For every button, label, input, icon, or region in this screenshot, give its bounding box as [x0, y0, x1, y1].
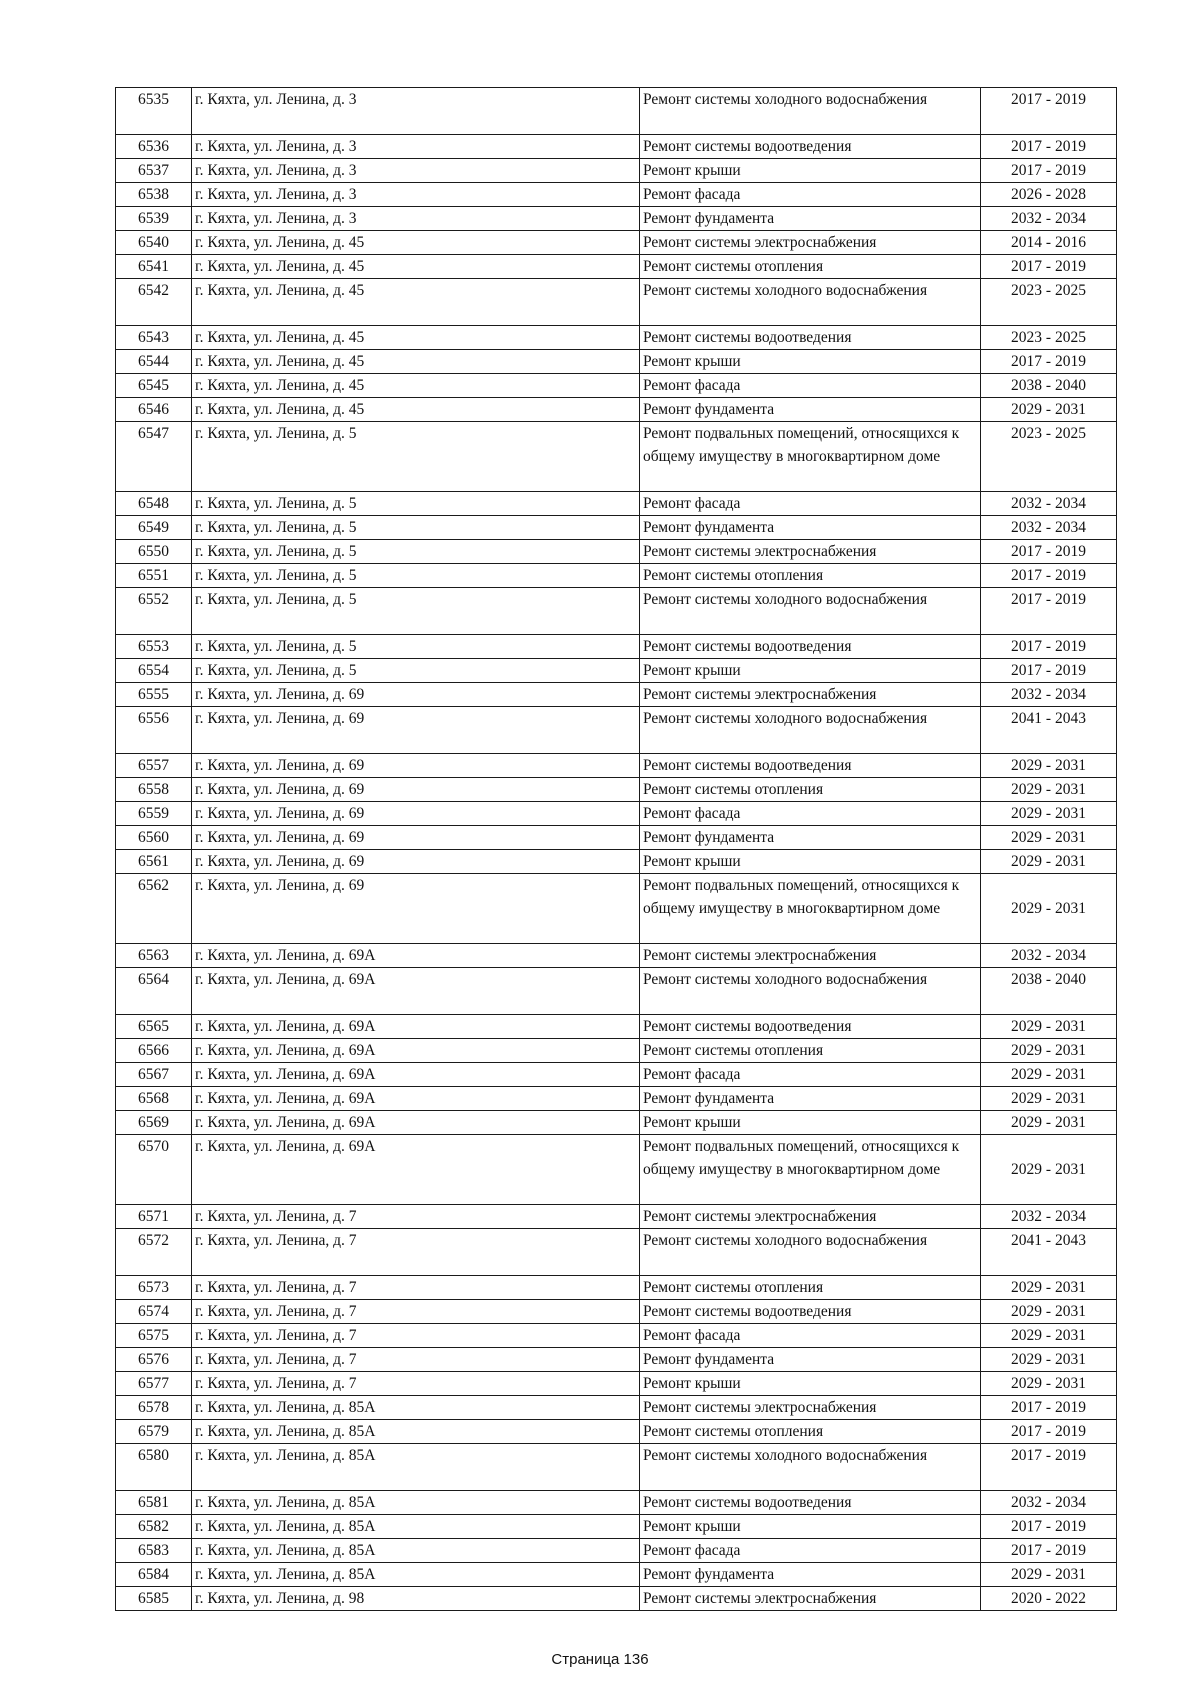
work-type-cell: Ремонт фасада — [640, 1063, 981, 1087]
period-cell: 2029 - 2031 — [981, 850, 1117, 874]
row-number: 6555 — [116, 683, 192, 707]
table-row — [116, 564, 1117, 588]
table-row — [116, 1015, 1117, 1039]
table-row — [116, 492, 1117, 516]
period-cell: 2029 - 2031 — [981, 1276, 1117, 1300]
address-cell: г. Кяхта, ул. Ленина, д. 5 — [192, 422, 640, 492]
work-type-cell: Ремонт крыши — [640, 1372, 981, 1396]
period-cell: 2017 - 2019 — [981, 564, 1117, 588]
period-cell: 2017 - 2019 — [981, 588, 1117, 635]
table-row — [116, 635, 1117, 659]
address-cell: г. Кяхта, ул. Ленина, д. 69А — [192, 1087, 640, 1111]
work-type-cell: Ремонт фасада — [640, 1324, 981, 1348]
work-type-cell: Ремонт системы водоотведения — [640, 754, 981, 778]
work-type-cell: Ремонт системы водоотведения — [640, 326, 981, 350]
address-cell: г. Кяхта, ул. Ленина, д. 85А — [192, 1491, 640, 1515]
row-number: 6584 — [116, 1563, 192, 1587]
table-row — [116, 398, 1117, 422]
address-cell: г. Кяхта, ул. Ленина, д. 7 — [192, 1276, 640, 1300]
page-number: Страница 136 — [551, 1651, 649, 1668]
table-row — [116, 1135, 1117, 1205]
work-type-cell: Ремонт системы электроснабжения — [640, 231, 981, 255]
work-type-cell: Ремонт системы водоотведения — [640, 635, 981, 659]
table-row — [116, 802, 1117, 826]
address-cell: г. Кяхта, ул. Ленина, д. 5 — [192, 564, 640, 588]
work-type-cell: Ремонт системы электроснабжения — [640, 1587, 981, 1611]
period-cell: 2029 - 2031 — [981, 398, 1117, 422]
work-type-cell: Ремонт системы холодного водоснабжения — [640, 279, 981, 326]
work-type-cell: Ремонт крыши — [640, 159, 981, 183]
address-cell: г. Кяхта, ул. Ленина, д. 45 — [192, 326, 640, 350]
address-cell: г. Кяхта, ул. Ленина, д. 69 — [192, 754, 640, 778]
period-cell: 2029 - 2031 — [981, 802, 1117, 826]
table-row — [116, 1539, 1117, 1563]
work-type-cell: Ремонт фундамента — [640, 1348, 981, 1372]
work-type-cell: Ремонт фундамента — [640, 207, 981, 231]
row-number: 6578 — [116, 1396, 192, 1420]
row-number: 6540 — [116, 231, 192, 255]
period-cell: 2029 - 2031 — [981, 1063, 1117, 1087]
period-cell: 2041 - 2043 — [981, 707, 1117, 754]
work-type-cell: Ремонт системы холодного водоснабжения — [640, 1229, 981, 1276]
address-cell: г. Кяхта, ул. Ленина, д. 5 — [192, 540, 640, 564]
row-number: 6577 — [116, 1372, 192, 1396]
address-cell: г. Кяхта, ул. Ленина, д. 98 — [192, 1587, 640, 1611]
address-cell: г. Кяхта, ул. Ленина, д. 45 — [192, 374, 640, 398]
row-number: 6557 — [116, 754, 192, 778]
row-number: 6571 — [116, 1205, 192, 1229]
period-cell: 2029 - 2031 — [981, 1300, 1117, 1324]
table-row — [116, 1276, 1117, 1300]
period-cell: 2032 - 2034 — [981, 683, 1117, 707]
work-type-cell: Ремонт системы электроснабжения — [640, 1205, 981, 1229]
row-number: 6551 — [116, 564, 192, 588]
table-row — [116, 754, 1117, 778]
address-cell: г. Кяхта, ул. Ленина, д. 85А — [192, 1515, 640, 1539]
table-row — [116, 778, 1117, 802]
address-cell: г. Кяхта, ул. Ленина, д. 7 — [192, 1229, 640, 1276]
period-cell: 2029 - 2031 — [981, 1135, 1117, 1205]
table-row — [116, 944, 1117, 968]
period-cell: 2029 - 2031 — [981, 1348, 1117, 1372]
row-number: 6553 — [116, 635, 192, 659]
row-number: 6573 — [116, 1276, 192, 1300]
table-body — [116, 88, 1117, 1611]
address-cell: г. Кяхта, ул. Ленина, д. 69А — [192, 1039, 640, 1063]
period-cell: 2017 - 2019 — [981, 1420, 1117, 1444]
row-number: 6539 — [116, 207, 192, 231]
table-row — [116, 1063, 1117, 1087]
row-number: 6561 — [116, 850, 192, 874]
address-cell: г. Кяхта, ул. Ленина, д. 7 — [192, 1300, 640, 1324]
address-cell: г. Кяхта, ул. Ленина, д. 69А — [192, 1015, 640, 1039]
period-cell: 2017 - 2019 — [981, 540, 1117, 564]
work-type-cell: Ремонт фундамента — [640, 516, 981, 540]
row-number: 6552 — [116, 588, 192, 635]
table-row — [116, 1396, 1117, 1420]
period-cell: 2029 - 2031 — [981, 754, 1117, 778]
row-number: 6541 — [116, 255, 192, 279]
work-type-cell: Ремонт системы отопления — [640, 1276, 981, 1300]
work-type-cell: Ремонт фундамента — [640, 826, 981, 850]
row-number: 6543 — [116, 326, 192, 350]
table-row — [116, 1111, 1117, 1135]
row-number: 6570 — [116, 1135, 192, 1205]
row-number: 6545 — [116, 374, 192, 398]
table-row — [116, 1348, 1117, 1372]
work-type-cell: Ремонт фундамента — [640, 398, 981, 422]
address-cell: г. Кяхта, ул. Ленина, д. 85А — [192, 1396, 640, 1420]
address-cell: г. Кяхта, ул. Ленина, д. 69 — [192, 850, 640, 874]
work-type-cell: Ремонт системы отопления — [640, 1039, 981, 1063]
period-cell: 2023 - 2025 — [981, 279, 1117, 326]
table-row — [116, 659, 1117, 683]
row-number: 6537 — [116, 159, 192, 183]
address-cell: г. Кяхта, ул. Ленина, д. 7 — [192, 1205, 640, 1229]
work-type-cell: Ремонт крыши — [640, 850, 981, 874]
period-cell: 2017 - 2019 — [981, 1444, 1117, 1491]
table-row — [116, 1205, 1117, 1229]
period-cell: 2029 - 2031 — [981, 1324, 1117, 1348]
work-type-cell: Ремонт системы отопления — [640, 1420, 981, 1444]
table-row — [116, 1324, 1117, 1348]
work-type-cell: Ремонт системы холодного водоснабжения — [640, 588, 981, 635]
row-number: 6536 — [116, 135, 192, 159]
work-type-cell: Ремонт системы электроснабжения — [640, 540, 981, 564]
period-cell: 2032 - 2034 — [981, 516, 1117, 540]
table-row — [116, 350, 1117, 374]
table-row — [116, 707, 1117, 754]
table-row — [116, 516, 1117, 540]
period-cell: 2029 - 2031 — [981, 826, 1117, 850]
work-type-cell: Ремонт системы электроснабжения — [640, 944, 981, 968]
row-number: 6542 — [116, 279, 192, 326]
table-row — [116, 826, 1117, 850]
row-number: 6572 — [116, 1229, 192, 1276]
table-row — [116, 159, 1117, 183]
table-row — [116, 1372, 1117, 1396]
address-cell: г. Кяхта, ул. Ленина, д. 7 — [192, 1324, 640, 1348]
row-number: 6565 — [116, 1015, 192, 1039]
row-number: 6574 — [116, 1300, 192, 1324]
address-cell: г. Кяхта, ул. Ленина, д. 3 — [192, 183, 640, 207]
row-number: 6564 — [116, 968, 192, 1015]
work-type-cell: Ремонт фасада — [640, 1539, 981, 1563]
period-cell: 2029 - 2031 — [981, 1039, 1117, 1063]
work-type-cell: Ремонт системы холодного водоснабжения — [640, 1444, 981, 1491]
row-number: 6549 — [116, 516, 192, 540]
period-cell: 2017 - 2019 — [981, 1515, 1117, 1539]
work-type-cell: Ремонт системы холодного водоснабжения — [640, 968, 981, 1015]
address-cell: г. Кяхта, ул. Ленина, д. 3 — [192, 207, 640, 231]
row-number: 6546 — [116, 398, 192, 422]
work-type-cell: Ремонт подвальных помещений, относящихся к общему имуществу в многоквартирном доме — [640, 1135, 981, 1205]
row-number: 6547 — [116, 422, 192, 492]
table-row — [116, 207, 1117, 231]
table-row — [116, 1039, 1117, 1063]
period-cell: 2029 - 2031 — [981, 1087, 1117, 1111]
period-cell: 2029 - 2031 — [981, 1015, 1117, 1039]
work-type-cell: Ремонт крыши — [640, 1111, 981, 1135]
address-cell: г. Кяхта, ул. Ленина, д. 45 — [192, 279, 640, 326]
row-number: 6563 — [116, 944, 192, 968]
period-cell: 2023 - 2025 — [981, 422, 1117, 492]
row-number: 6548 — [116, 492, 192, 516]
address-cell: г. Кяхта, ул. Ленина, д. 45 — [192, 350, 640, 374]
row-number: 6581 — [116, 1491, 192, 1515]
row-number: 6585 — [116, 1587, 192, 1611]
address-cell: г. Кяхта, ул. Ленина, д. 69А — [192, 1111, 640, 1135]
period-cell: 2029 - 2031 — [981, 1111, 1117, 1135]
period-cell: 2017 - 2019 — [981, 255, 1117, 279]
address-cell: г. Кяхта, ул. Ленина, д. 45 — [192, 255, 640, 279]
period-cell: 2017 - 2019 — [981, 159, 1117, 183]
period-cell: 2029 - 2031 — [981, 778, 1117, 802]
work-type-cell: Ремонт фасада — [640, 802, 981, 826]
address-cell: г. Кяхта, ул. Ленина, д. 5 — [192, 659, 640, 683]
work-type-cell: Ремонт системы водоотведения — [640, 1015, 981, 1039]
row-number: 6554 — [116, 659, 192, 683]
table-row — [116, 874, 1117, 944]
work-type-cell: Ремонт системы холодного водоснабжения — [640, 88, 981, 135]
period-cell: 2032 - 2034 — [981, 1491, 1117, 1515]
table-row — [116, 1587, 1117, 1611]
work-type-cell: Ремонт системы отопления — [640, 564, 981, 588]
work-type-cell: Ремонт крыши — [640, 659, 981, 683]
period-cell: 2041 - 2043 — [981, 1229, 1117, 1276]
period-cell: 2032 - 2034 — [981, 492, 1117, 516]
address-cell: г. Кяхта, ул. Ленина, д. 5 — [192, 588, 640, 635]
address-cell: г. Кяхта, ул. Ленина, д. 3 — [192, 135, 640, 159]
period-cell: 2017 - 2019 — [981, 135, 1117, 159]
address-cell: г. Кяхта, ул. Ленина, д. 69 — [192, 778, 640, 802]
table-row — [116, 88, 1117, 135]
row-number: 6583 — [116, 1539, 192, 1563]
work-type-cell: Ремонт системы холодного водоснабжения — [640, 707, 981, 754]
work-type-cell: Ремонт фасада — [640, 492, 981, 516]
period-cell: 2017 - 2019 — [981, 1396, 1117, 1420]
period-cell: 2038 - 2040 — [981, 968, 1117, 1015]
work-type-cell: Ремонт фундамента — [640, 1563, 981, 1587]
period-cell: 2017 - 2019 — [981, 1539, 1117, 1563]
work-type-cell: Ремонт системы водоотведения — [640, 1300, 981, 1324]
address-cell: г. Кяхта, ул. Ленина, д. 45 — [192, 231, 640, 255]
address-cell: г. Кяхта, ул. Ленина, д. 7 — [192, 1372, 640, 1396]
period-cell: 2029 - 2031 — [981, 1372, 1117, 1396]
period-cell: 2029 - 2031 — [981, 1563, 1117, 1587]
work-type-cell: Ремонт подвальных помещений, относящихся к общему имуществу в многоквартирном доме — [640, 874, 981, 944]
address-cell: г. Кяхта, ул. Ленина, д. 85А — [192, 1444, 640, 1491]
period-cell: 2032 - 2034 — [981, 1205, 1117, 1229]
row-number: 6580 — [116, 1444, 192, 1491]
table-row — [116, 231, 1117, 255]
address-cell: г. Кяхта, ул. Ленина, д. 45 — [192, 398, 640, 422]
table-row — [116, 968, 1117, 1015]
period-cell: 2032 - 2034 — [981, 944, 1117, 968]
address-cell: г. Кяхта, ул. Ленина, д. 69 — [192, 826, 640, 850]
table-row — [116, 279, 1117, 326]
address-cell: г. Кяхта, ул. Ленина, д. 7 — [192, 1348, 640, 1372]
work-type-cell: Ремонт системы отопления — [640, 778, 981, 802]
table-row — [116, 326, 1117, 350]
repair-schedule-table — [115, 87, 1117, 1611]
work-type-cell: Ремонт крыши — [640, 350, 981, 374]
address-cell: г. Кяхта, ул. Ленина, д. 5 — [192, 516, 640, 540]
table-row — [116, 255, 1117, 279]
table-row — [116, 1444, 1117, 1491]
work-type-cell: Ремонт фасада — [640, 374, 981, 398]
period-cell: 2017 - 2019 — [981, 350, 1117, 374]
table-row — [116, 135, 1117, 159]
table-row — [116, 1300, 1117, 1324]
address-cell: г. Кяхта, ул. Ленина, д. 69 — [192, 707, 640, 754]
table-row — [116, 1087, 1117, 1111]
work-type-cell: Ремонт крыши — [640, 1515, 981, 1539]
work-type-cell: Ремонт системы электроснабжения — [640, 1396, 981, 1420]
period-cell: 2017 - 2019 — [981, 659, 1117, 683]
row-number: 6579 — [116, 1420, 192, 1444]
row-number: 6582 — [116, 1515, 192, 1539]
work-type-cell: Ремонт системы электроснабжения — [640, 683, 981, 707]
address-cell: г. Кяхта, ул. Ленина, д. 5 — [192, 635, 640, 659]
work-type-cell: Ремонт фасада — [640, 183, 981, 207]
address-cell: г. Кяхта, ул. Ленина, д. 85А — [192, 1563, 640, 1587]
work-type-cell: Ремонт системы водоотведения — [640, 1491, 981, 1515]
row-number: 6575 — [116, 1324, 192, 1348]
period-cell: 2017 - 2019 — [981, 635, 1117, 659]
table-row — [116, 374, 1117, 398]
table-row — [116, 1515, 1117, 1539]
period-cell: 2020 - 2022 — [981, 1587, 1117, 1611]
period-cell: 2017 - 2019 — [981, 88, 1117, 135]
table-row — [116, 1420, 1117, 1444]
table-row — [116, 1563, 1117, 1587]
address-cell: г. Кяхта, ул. Ленина, д. 5 — [192, 492, 640, 516]
period-cell: 2014 - 2016 — [981, 231, 1117, 255]
table-row — [116, 540, 1117, 564]
work-type-cell: Ремонт системы отопления — [640, 255, 981, 279]
address-cell: г. Кяхта, ул. Ленина, д. 85А — [192, 1420, 640, 1444]
period-cell: 2026 - 2028 — [981, 183, 1117, 207]
table-row — [116, 588, 1117, 635]
table-row — [116, 183, 1117, 207]
document-page — [115, 87, 1116, 1611]
period-cell: 2023 - 2025 — [981, 326, 1117, 350]
address-cell: г. Кяхта, ул. Ленина, д. 69А — [192, 944, 640, 968]
row-number: 6576 — [116, 1348, 192, 1372]
address-cell: г. Кяхта, ул. Ленина, д. 3 — [192, 159, 640, 183]
row-number: 6562 — [116, 874, 192, 944]
row-number: 6544 — [116, 350, 192, 374]
work-type-cell: Ремонт фундамента — [640, 1087, 981, 1111]
address-cell: г. Кяхта, ул. Ленина, д. 85А — [192, 1539, 640, 1563]
row-number: 6535 — [116, 88, 192, 135]
table-row — [116, 1491, 1117, 1515]
period-cell: 2038 - 2040 — [981, 374, 1117, 398]
address-cell: г. Кяхта, ул. Ленина, д. 69А — [192, 1063, 640, 1087]
work-type-cell: Ремонт системы водоотведения — [640, 135, 981, 159]
row-number: 6568 — [116, 1087, 192, 1111]
table-row — [116, 683, 1117, 707]
table-row — [116, 850, 1117, 874]
work-type-cell: Ремонт подвальных помещений, относящихся к общему имуществу в многоквартирном доме — [640, 422, 981, 492]
address-cell: г. Кяхта, ул. Ленина, д. 69А — [192, 1135, 640, 1205]
row-number: 6556 — [116, 707, 192, 754]
period-cell: 2032 - 2034 — [981, 207, 1117, 231]
row-number: 6559 — [116, 802, 192, 826]
address-cell: г. Кяхта, ул. Ленина, д. 69 — [192, 683, 640, 707]
address-cell: г. Кяхта, ул. Ленина, д. 69 — [192, 802, 640, 826]
row-number: 6550 — [116, 540, 192, 564]
row-number: 6538 — [116, 183, 192, 207]
address-cell: г. Кяхта, ул. Ленина, д. 3 — [192, 88, 640, 135]
table-row — [116, 422, 1117, 492]
period-cell: 2029 - 2031 — [981, 874, 1117, 944]
table-row — [116, 1229, 1117, 1276]
address-cell: г. Кяхта, ул. Ленина, д. 69 — [192, 874, 640, 944]
row-number: 6558 — [116, 778, 192, 802]
row-number: 6567 — [116, 1063, 192, 1087]
row-number: 6566 — [116, 1039, 192, 1063]
address-cell: г. Кяхта, ул. Ленина, д. 69А — [192, 968, 640, 1015]
row-number: 6569 — [116, 1111, 192, 1135]
row-number: 6560 — [116, 826, 192, 850]
